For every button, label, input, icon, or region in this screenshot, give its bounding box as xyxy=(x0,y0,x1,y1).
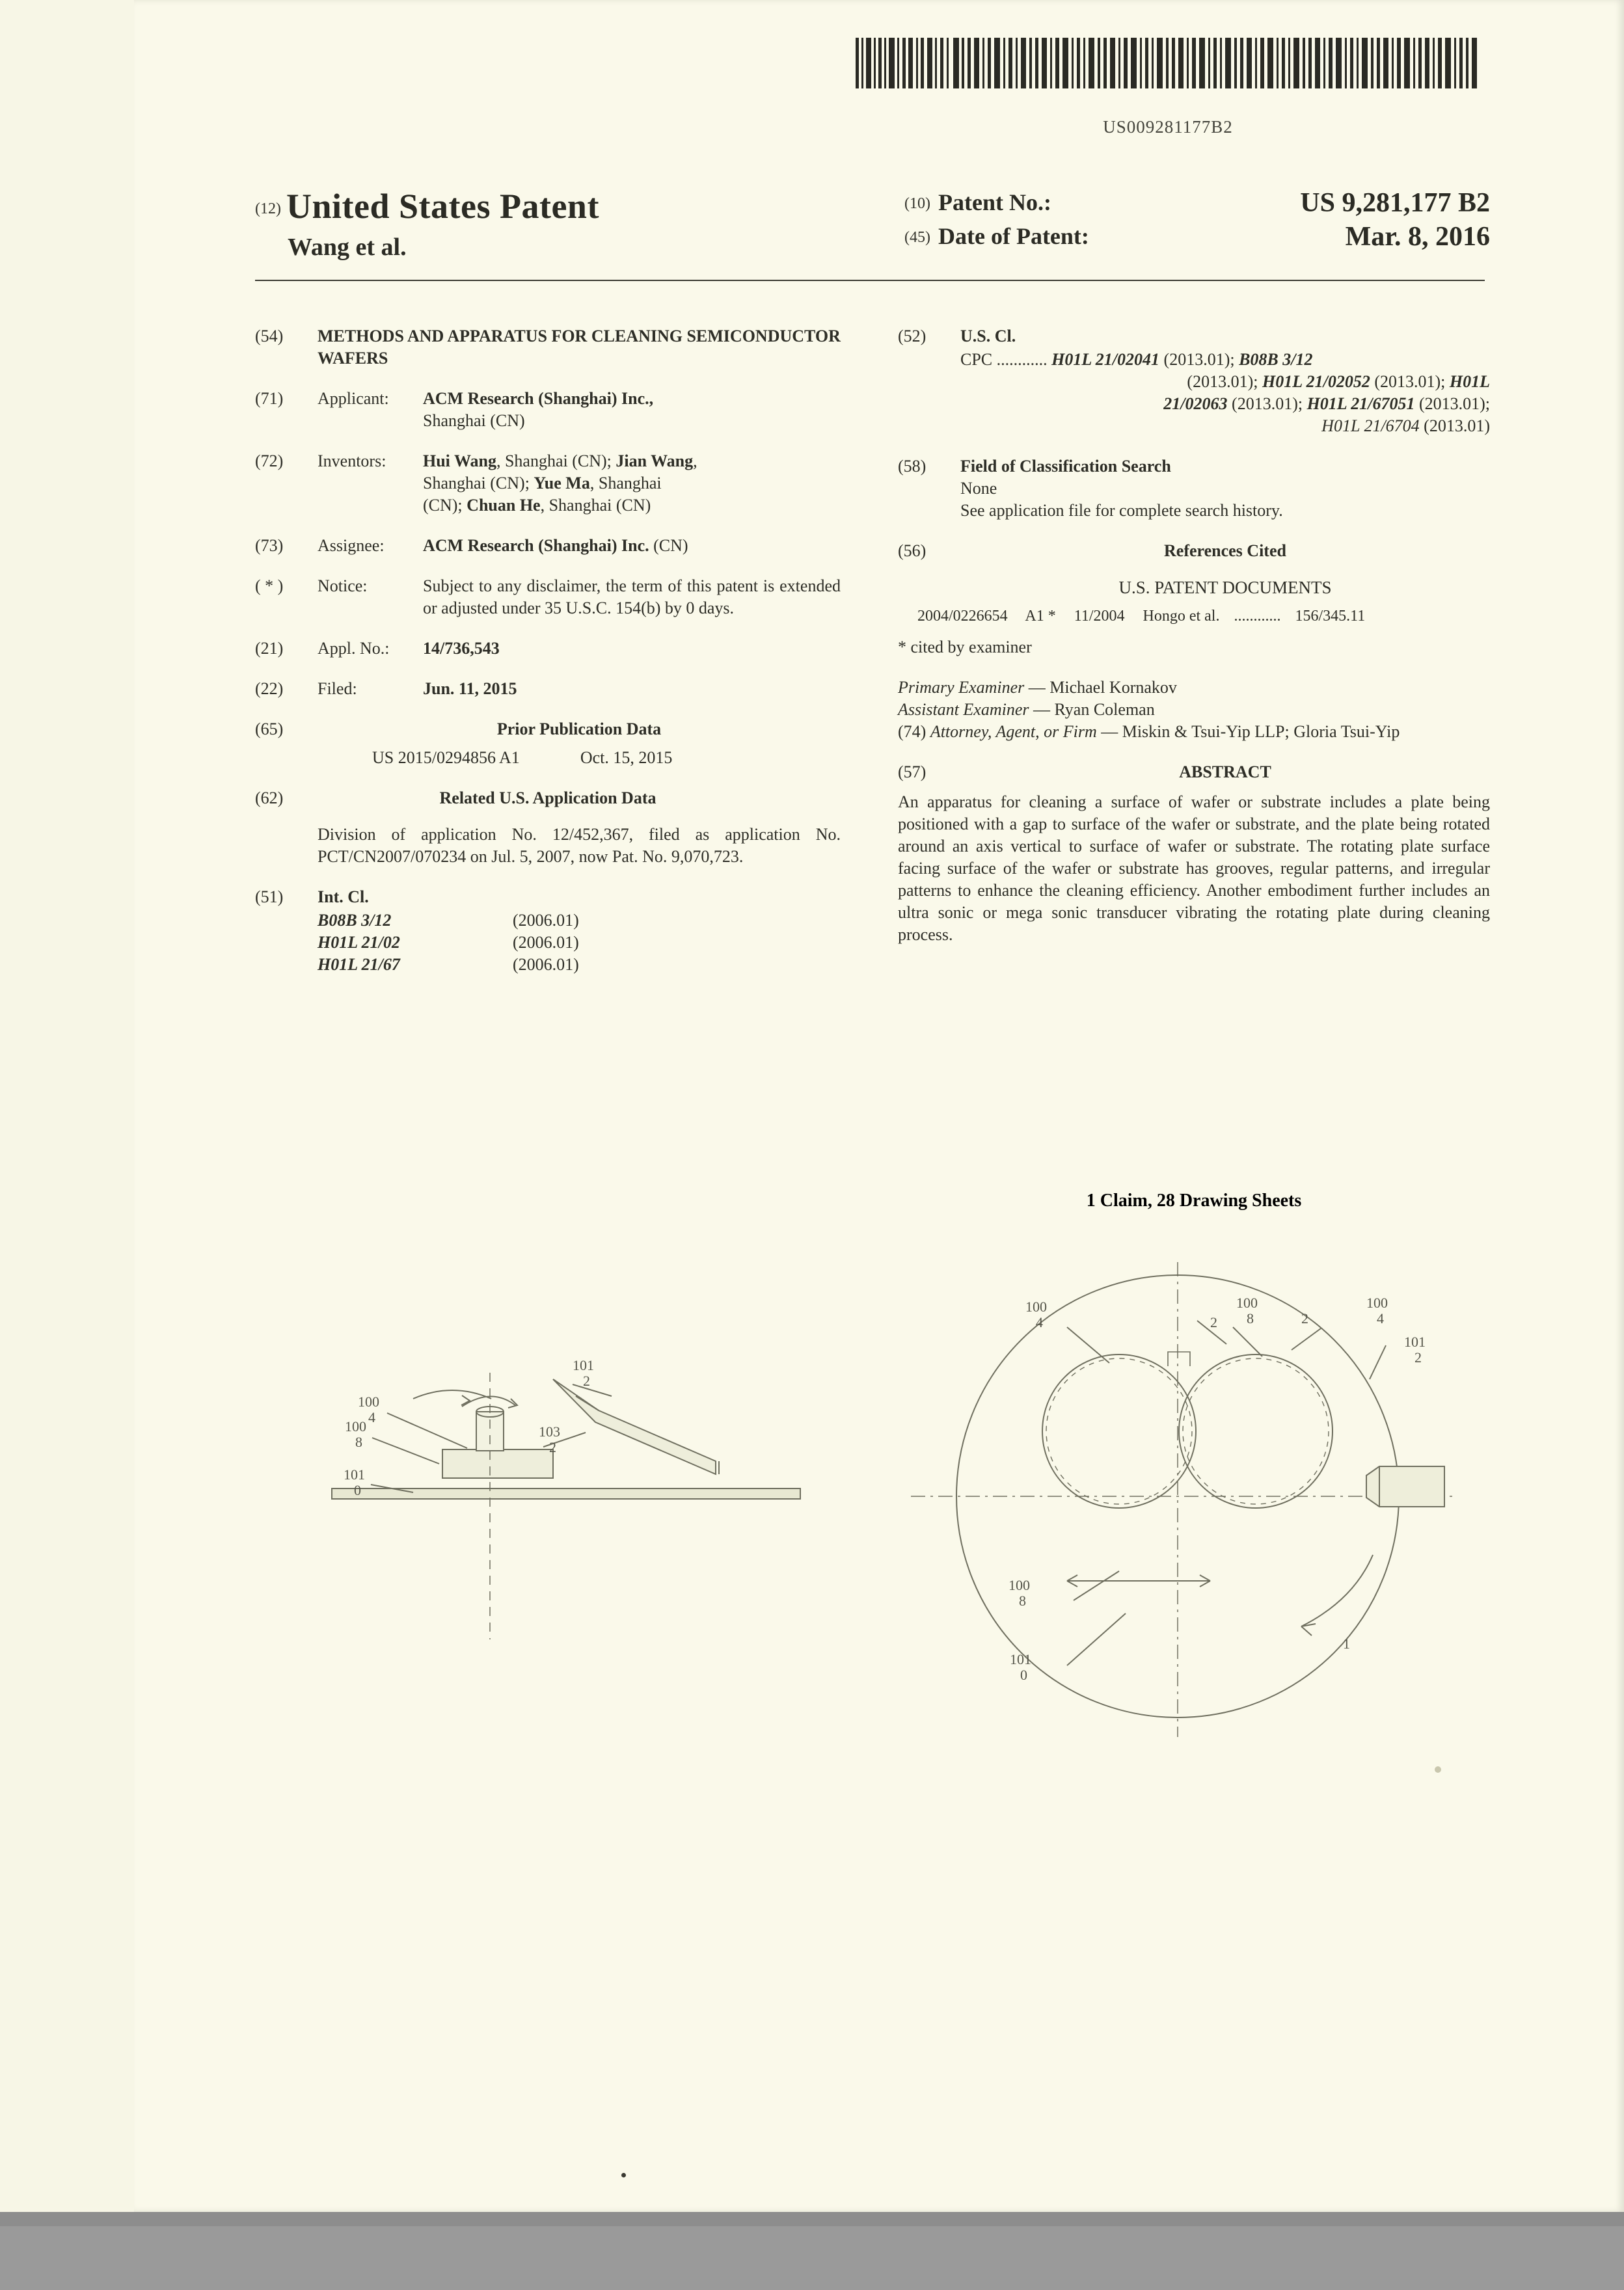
field-prior-publication xyxy=(255,718,841,769)
field-classification-search xyxy=(898,455,1490,522)
field-notice xyxy=(255,575,841,619)
svg-text:8: 8 xyxy=(355,1434,362,1450)
field-applicant xyxy=(255,388,841,432)
page-left-margin xyxy=(0,0,135,2212)
scan-bottom-band xyxy=(0,2212,1624,2290)
svg-text:100: 100 xyxy=(358,1394,379,1410)
notice-text: Subject to any disclaimer, the term of this patent is extended or adjusted under 35 U.S.C. 154(b) by 0 days. xyxy=(423,576,841,617)
field-assignee xyxy=(255,535,841,557)
claims-summary: 1 Claim, 28 Drawing Sheets xyxy=(1086,1191,1302,1211)
inventor-3-loc: , Shanghai xyxy=(589,474,662,492)
field-inventors xyxy=(255,450,841,517)
int-cl-class: B08B 3/12 xyxy=(318,911,392,930)
prior-pub-number: US 2015/0294856 A1 xyxy=(372,748,520,767)
svg-text:4: 4 xyxy=(368,1409,375,1425)
right-column xyxy=(898,325,1490,964)
kind-code: (12) xyxy=(255,200,281,217)
filed-value: Jun. 11, 2015 xyxy=(423,679,517,698)
patent-number-value: US 9,281,177 B2 xyxy=(1300,188,1490,218)
svg-text:101: 101 xyxy=(344,1466,365,1483)
svg-text:8: 8 xyxy=(1019,1593,1026,1609)
assistant-examiner xyxy=(898,699,1490,721)
primary-examiner xyxy=(898,677,1490,699)
related-text: Division of application No. 12/452,367, filed as application No. PCT/CN2007/070234 on Jul. 5, 2007, now Pat. No. 9,070,723. xyxy=(318,825,841,866)
assistant-examiner-name: — Ryan Coleman xyxy=(1029,700,1155,719)
inventor-3-loc2: (CN); xyxy=(423,496,467,515)
field-filed-label: Filed: xyxy=(318,679,357,698)
applicant-name: ACM Research (Shanghai) Inc., xyxy=(423,389,654,408)
reference-date: 11/2004 xyxy=(1074,608,1125,625)
page-smudge xyxy=(1435,1766,1441,1773)
cpc-class-4a: H01L xyxy=(1449,372,1490,391)
cpc-year-5: (2013.01); xyxy=(1414,394,1490,413)
field-int-cl-code: (51) xyxy=(255,887,284,906)
field-assignee-label: Assignee: xyxy=(318,536,385,555)
scan-bottom-band-inner xyxy=(0,2226,1624,2290)
inventor-4-loc: , Shanghai (CN) xyxy=(540,496,651,515)
svg-text:101: 101 xyxy=(1404,1334,1426,1350)
barcode-number: US009281177B2 xyxy=(1103,117,1233,137)
field-search-history: See application file for complete search history. xyxy=(960,501,1283,520)
field-search-code: (58) xyxy=(898,457,927,476)
svg-text:100: 100 xyxy=(1025,1299,1047,1315)
svg-text:1: 1 xyxy=(1343,1636,1350,1652)
prior-pub-heading: Prior Publication Data xyxy=(496,720,662,738)
cpc-class-2: B08B 3/12 xyxy=(1239,350,1313,369)
field-title-code: (54) xyxy=(255,327,284,345)
cpc-class-3: H01L 21/02052 xyxy=(1262,372,1370,391)
us-cl-label: U.S. Cl. xyxy=(960,327,1016,345)
cpc-year-1: (2013.01); xyxy=(1159,350,1239,369)
attorney-code: (74) xyxy=(898,722,927,741)
cpc-lead: CPC ............ xyxy=(960,350,1048,369)
barcode xyxy=(856,38,1480,88)
int-cl-year: (2006.01) xyxy=(513,933,579,952)
inventor-1-loc: , Shanghai (CN); xyxy=(496,451,616,470)
assistant-examiner-label: Assistant Examiner xyxy=(898,700,1029,719)
field-appl-no-label: Appl. No.: xyxy=(318,639,390,658)
references-footnote: * cited by examiner xyxy=(898,638,1032,656)
references-code: (56) xyxy=(898,541,927,560)
cpc-class-6: H01L 21/6704 xyxy=(1321,416,1420,435)
svg-text:2: 2 xyxy=(1414,1349,1422,1366)
svg-text:100: 100 xyxy=(1366,1295,1388,1311)
svg-text:8: 8 xyxy=(1247,1310,1254,1327)
svg-text:103: 103 xyxy=(539,1423,560,1440)
figure-left xyxy=(247,1334,859,1672)
field-inventors-code: (72) xyxy=(255,451,284,470)
inventor-4: Chuan He xyxy=(467,496,541,515)
reference-classification: 156/345.11 xyxy=(1295,608,1366,625)
int-cl-row xyxy=(318,909,841,932)
abstract-heading: ABSTRACT xyxy=(1179,762,1271,781)
svg-text:101: 101 xyxy=(573,1357,594,1373)
int-cl-year: (2006.01) xyxy=(513,955,579,974)
patent-date-row xyxy=(904,222,1490,256)
reference-dots: ............ xyxy=(1234,608,1281,625)
attorney-name: — Miskin & Tsui-Yip LLP; Gloria Tsui-Yip xyxy=(1096,722,1400,741)
primary-examiner-name: — Michael Kornakov xyxy=(1024,678,1177,697)
svg-text:0: 0 xyxy=(1020,1667,1027,1683)
appl-no-value: 14/736,543 xyxy=(423,639,500,658)
page-bottom-mark xyxy=(621,2173,626,2177)
figure-right xyxy=(872,1217,1490,1789)
int-cl-label: Int. Cl. xyxy=(318,887,369,906)
cpc-class-5: H01L 21/67051 xyxy=(1306,394,1415,413)
inventor-2-loc: Shanghai (CN); xyxy=(423,474,534,492)
field-prior-pub-code: (65) xyxy=(255,720,284,738)
field-applicant-code: (71) xyxy=(255,389,284,408)
svg-text:100: 100 xyxy=(1008,1577,1030,1593)
int-cl-class: H01L 21/02 xyxy=(318,933,400,952)
attorney-row xyxy=(898,721,1490,743)
int-cl-row xyxy=(318,932,841,954)
field-us-cl-code: (52) xyxy=(898,327,927,345)
svg-text:0: 0 xyxy=(354,1482,361,1498)
left-column xyxy=(255,325,841,994)
field-title-text: METHODS AND APPARATUS FOR CLEANING SEMICONDUCTOR WAFERS xyxy=(318,327,841,368)
assignee-country: (CN) xyxy=(649,536,688,555)
svg-text:2: 2 xyxy=(583,1373,590,1389)
examiners-block xyxy=(898,677,1490,743)
svg-text:2: 2 xyxy=(1210,1314,1217,1330)
reference-kind: A1 * xyxy=(1025,608,1056,625)
int-cl-year: (2006.01) xyxy=(513,911,579,930)
references-subheading: U.S. PATENT DOCUMENTS xyxy=(1118,578,1332,597)
int-cl-class: H01L 21/67 xyxy=(318,955,400,974)
cpc-year-6: (2013.01) xyxy=(1419,416,1490,435)
field-int-cl xyxy=(255,886,841,976)
abstract-text: An apparatus for cleaning a surface of wafer or substrate includes a plate being positioned with a gap to surface of the wafer or substrate, and the plate being rotated around an axis vertical to surface of wafer or substrate. The rotating plate surface facing surface of the wafer or substrate has grooves, regular patterns, and irregular patterns to enhance the cleaning efficiency. Another embodiment further includes an ultra sonic or mega sonic transducer vibrating the rotating plate during cleaning process. xyxy=(898,792,1490,944)
patent-date-value: Mar. 8, 2016 xyxy=(1345,222,1490,252)
primary-examiner-label: Primary Examiner xyxy=(898,678,1025,697)
int-cl-table xyxy=(318,909,841,976)
int-cl-row xyxy=(318,954,841,976)
header-divider xyxy=(255,280,1485,281)
field-applicant-label: Applicant: xyxy=(318,389,389,408)
inventor-3: Yue Ma xyxy=(534,474,590,492)
svg-text:2: 2 xyxy=(549,1439,556,1455)
field-assignee-code: (73) xyxy=(255,536,284,555)
reference-number: 2004/0226654 xyxy=(917,608,1008,625)
field-inventors-label: Inventors: xyxy=(318,451,386,470)
assignee-name: ACM Research (Shanghai) Inc. xyxy=(423,536,649,555)
field-notice-code: ( * ) xyxy=(255,576,284,595)
applicant-location: Shanghai (CN) xyxy=(423,411,525,430)
prior-pub-date: Oct. 15, 2015 xyxy=(580,748,673,767)
patent-number-label: Patent No.: xyxy=(938,189,1051,215)
cpc-class-4b: 21/02063 xyxy=(1163,394,1228,413)
references-heading: References Cited xyxy=(1164,541,1286,560)
related-heading: Related U.S. Application Data xyxy=(439,788,656,807)
abstract-code: (57) xyxy=(898,762,927,781)
abstract-block xyxy=(898,761,1490,946)
field-notice-label: Notice: xyxy=(318,576,368,595)
cpc-year-4: (2013.01); xyxy=(1227,394,1307,413)
reference-assignee: Hongo et al. xyxy=(1143,608,1220,625)
svg-text:4: 4 xyxy=(1036,1314,1043,1330)
inventor-2: Jian Wang xyxy=(616,451,694,470)
svg-text:101: 101 xyxy=(1010,1651,1031,1667)
field-search-none: None xyxy=(960,479,997,498)
patent-number-code: (10) xyxy=(904,195,930,212)
cpc-year-2: (2013.01); xyxy=(1187,372,1262,391)
field-title xyxy=(255,325,841,370)
svg-text:100: 100 xyxy=(345,1418,366,1435)
reference-row xyxy=(917,605,1490,627)
svg-text:4: 4 xyxy=(1377,1310,1384,1327)
patent-date-code: (45) xyxy=(904,229,930,246)
patent-number-row xyxy=(904,189,1490,222)
field-references xyxy=(898,540,1490,658)
field-filed-code: (22) xyxy=(255,679,284,698)
patent-date-label: Date of Patent: xyxy=(938,223,1089,249)
field-search-label: Field of Classification Search xyxy=(960,457,1171,476)
svg-text:2: 2 xyxy=(1301,1310,1308,1327)
field-us-cl xyxy=(898,325,1490,437)
field-appl-no-code: (21) xyxy=(255,639,284,658)
field-appl-no xyxy=(255,638,841,660)
field-related-application xyxy=(255,787,841,868)
patent-header-right xyxy=(904,189,1490,256)
related-code: (62) xyxy=(255,788,284,807)
page-title: United States Patent xyxy=(286,187,599,226)
svg-text:100: 100 xyxy=(1236,1295,1258,1311)
field-filed xyxy=(255,678,841,700)
inventor-1: Hui Wang xyxy=(423,451,496,470)
attorney-label: Attorney, Agent, or Firm xyxy=(930,722,1097,741)
authors: Wang et al. xyxy=(288,234,407,261)
cpc-class-1: H01L 21/02041 xyxy=(1051,350,1160,369)
inventor-2-sep: , xyxy=(693,451,697,470)
cpc-year-3: (2013.01); xyxy=(1370,372,1450,391)
